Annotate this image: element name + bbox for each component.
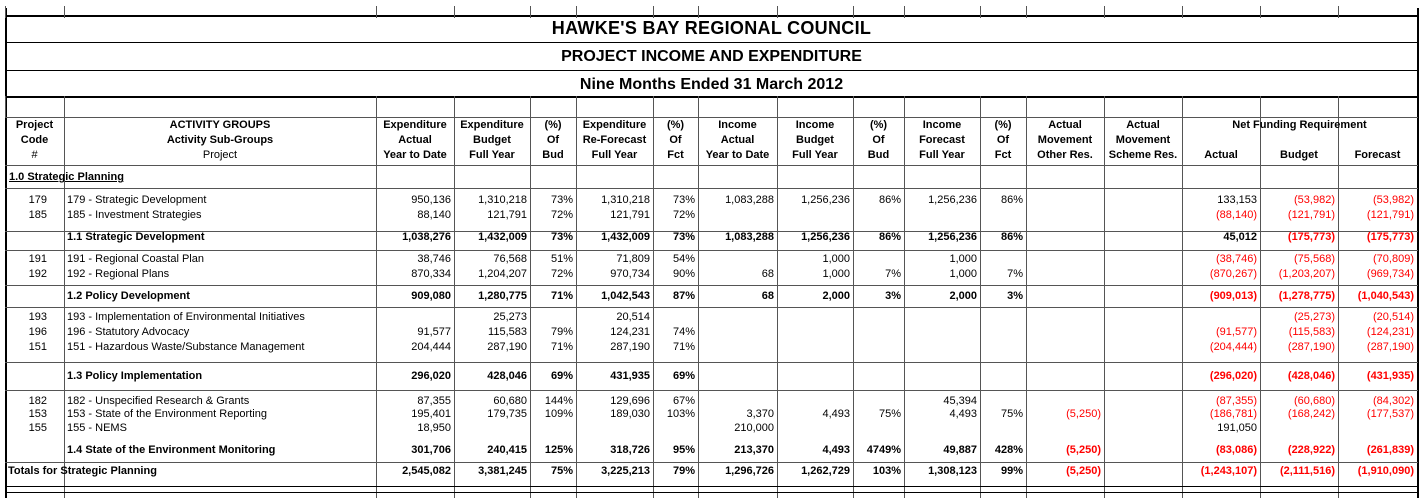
cell-ia: 1,083,288 — [725, 194, 774, 206]
cell-eb: 1,310,218 — [478, 194, 527, 206]
rule — [5, 96, 1418, 98]
cell-p4: 86% — [1000, 194, 1023, 206]
cell-nb: (228,922) — [1287, 444, 1335, 456]
cell-p4: 3% — [1007, 290, 1023, 302]
cell-p2: 73% — [672, 231, 695, 243]
row-divider — [5, 390, 1418, 391]
cell-ib: 1,000 — [822, 253, 850, 265]
header-ia-2: Year to Date — [705, 149, 770, 161]
cell-ia: 1,296,726 — [725, 465, 774, 477]
column-tick — [1260, 6, 1261, 18]
cell-eb: 287,190 — [487, 341, 527, 353]
header-p4-2: Fct — [994, 149, 1012, 161]
table-row — [0, 407, 1422, 422]
cell-ia: 210,000 — [734, 422, 774, 434]
row-divider — [5, 250, 1418, 251]
header-p3-1: Of — [872, 134, 885, 146]
cell-ef: 189,030 — [610, 408, 650, 420]
header-ms-1: Movement — [1115, 134, 1171, 146]
cell-p1: 73% — [550, 194, 573, 206]
column-tick — [1026, 96, 1027, 117]
cell-if: 49,887 — [943, 444, 977, 456]
cell-p1: 69% — [550, 370, 573, 382]
cell-name: 1.2 Policy Development — [67, 290, 190, 302]
cell-code: 193 — [28, 311, 47, 323]
cell-ea: 204,444 — [411, 341, 451, 353]
column-tick — [698, 6, 699, 18]
cell-ea: 87,355 — [417, 395, 451, 407]
cell-nf: (287,190) — [1366, 341, 1414, 353]
cell-p1: 72% — [550, 209, 573, 221]
cell-name: 1.1 Strategic Development — [67, 231, 205, 243]
report-title: HAWKE'S BAY REGIONAL COUNCIL — [551, 18, 872, 38]
cell-p4: 75% — [1000, 408, 1023, 420]
column-tick — [64, 6, 65, 18]
table-row — [0, 252, 1422, 267]
cell-nb: (25,273) — [1294, 311, 1335, 323]
cell-if: 2,000 — [949, 290, 977, 302]
cell-p2: 87% — [672, 290, 695, 302]
cell-p4: 99% — [1000, 465, 1023, 477]
table-row — [0, 310, 1422, 325]
cell-name: 155 - NEMS — [67, 422, 127, 434]
cell-if: 1,256,236 — [928, 231, 977, 243]
cell-ef: 121,791 — [610, 209, 650, 221]
cell-eb: 1,432,009 — [478, 231, 527, 243]
cell-ef: 20,514 — [616, 311, 650, 323]
cell-p2: 71% — [672, 341, 695, 353]
cell-na: 133,153 — [1217, 194, 1257, 206]
cell-ia: 68 — [761, 268, 774, 280]
header-name-1: Activity Sub-Groups — [166, 134, 274, 146]
cell-ea: 91,577 — [417, 326, 451, 338]
cell-if: 1,000 — [949, 253, 977, 265]
cell-p1: 144% — [544, 395, 573, 407]
cell-nb: (2,111,516) — [1279, 465, 1335, 477]
row-divider — [5, 362, 1418, 363]
cell-name: 1.3 Policy Implementation — [67, 370, 203, 382]
cell-na: (296,020) — [1209, 370, 1257, 382]
cell-p2: 54% — [672, 253, 695, 265]
header-p4-0: (%) — [994, 119, 1012, 131]
row-divider — [5, 285, 1418, 286]
header-ef-0: Expenditure — [582, 119, 647, 131]
cell-ia: 1,083,288 — [725, 231, 774, 243]
column-tick — [980, 6, 981, 18]
header-ia-0: Income — [718, 119, 757, 131]
cell-ef: 3,225,213 — [601, 465, 650, 477]
column-tick — [653, 96, 654, 117]
header-if-1: Forecast — [919, 134, 965, 146]
cell-ib: 1,000 — [822, 268, 850, 280]
column-tick — [376, 6, 377, 18]
cell-p1: 79% — [550, 326, 573, 338]
cell-ea: 950,136 — [411, 194, 451, 206]
cell-code: 192 — [28, 268, 47, 280]
report-period: Nine Months Ended 31 March 2012 — [579, 76, 844, 93]
cell-ef: 1,042,543 — [601, 290, 650, 302]
column-tick — [1338, 96, 1339, 117]
section-title: 1.0 Strategic Planning — [9, 171, 124, 183]
header-name-0: ACTIVITY GROUPS — [169, 119, 271, 131]
table-row — [0, 421, 1422, 436]
header-p2-0: (%) — [666, 119, 685, 131]
subtotal-row — [0, 464, 1422, 479]
cell-eb: 76,568 — [493, 253, 527, 265]
cell-nb: (60,680) — [1294, 395, 1335, 407]
cell-nf: (84,302) — [1373, 395, 1414, 407]
header-net-funding: Net Funding Requirement — [1232, 119, 1367, 131]
rule — [5, 42, 1418, 43]
column-tick — [904, 6, 905, 18]
cell-name: 151 - Hazardous Waste/Substance Management — [67, 341, 305, 353]
cell-if: 1,000 — [949, 268, 977, 280]
cell-ea: 88,140 — [417, 209, 451, 221]
header-ea-0: Expenditure — [383, 119, 447, 131]
cell-p1: 51% — [550, 253, 573, 265]
column-tick — [454, 96, 455, 117]
cell-name: 179 - Strategic Development — [67, 194, 207, 206]
header-code-2: # — [31, 149, 38, 161]
row-divider — [5, 188, 1418, 189]
header-ea-1: Actual — [398, 134, 432, 146]
cell-eb: 428,046 — [487, 370, 527, 382]
table-row — [0, 340, 1422, 355]
cell-ef: 318,726 — [610, 444, 650, 456]
cell-ia: 3,370 — [746, 408, 774, 420]
cell-name: 185 - Investment Strategies — [67, 209, 202, 221]
header-eb-1: Budget — [473, 134, 511, 146]
cell-ea: 301,706 — [411, 444, 451, 456]
row-divider — [5, 492, 1418, 493]
cell-p1: 71% — [550, 290, 573, 302]
cell-nb: (168,242) — [1287, 408, 1335, 420]
header-ef-1: Re-Forecast — [582, 134, 647, 146]
cell-ib: 4,493 — [822, 408, 850, 420]
cell-nb: (121,791) — [1287, 209, 1335, 221]
cell-eb: 179,735 — [487, 408, 527, 420]
column-tick — [576, 6, 577, 18]
column-tick — [1026, 6, 1027, 18]
cell-eb: 3,381,245 — [478, 465, 527, 477]
cell-code: 179 — [28, 194, 47, 206]
cell-ef: 1,432,009 — [601, 231, 650, 243]
header-ms-0: Actual — [1126, 119, 1160, 131]
cell-na: (1,243,107) — [1200, 465, 1257, 477]
cell-na: (38,746) — [1216, 253, 1257, 265]
cell-p2: 73% — [672, 194, 695, 206]
cell-p1: 71% — [550, 341, 573, 353]
header-nf: Forecast — [1354, 149, 1401, 161]
cell-p4: 86% — [1000, 231, 1023, 243]
cell-p2: 69% — [672, 370, 695, 382]
subtotal-row — [0, 289, 1422, 304]
header-mo-2: Other Res. — [1037, 149, 1093, 161]
header-ms-2: Scheme Res. — [1108, 149, 1178, 161]
cell-nf: (53,982) — [1373, 194, 1414, 206]
subtotal-row — [0, 369, 1422, 384]
cell-ia: 68 — [761, 290, 774, 302]
column-tick — [576, 96, 577, 117]
cell-na: (204,444) — [1209, 341, 1257, 353]
row-divider — [5, 307, 1418, 308]
header-p1-0: (%) — [544, 119, 562, 131]
cell-code: 185 — [28, 209, 47, 221]
cell-nf: (969,734) — [1366, 268, 1414, 280]
cell-p1: 109% — [544, 408, 573, 420]
cell-p1: 73% — [550, 231, 573, 243]
cell-eb: 121,791 — [487, 209, 527, 221]
cell-name: Totals for Strategic Planning — [8, 465, 157, 477]
cell-nb: (1,278,775) — [1278, 290, 1335, 302]
cell-ea: 870,334 — [411, 268, 451, 280]
header-if-2: Full Year — [919, 149, 965, 161]
header-p1-1: Of — [546, 134, 560, 146]
cell-p4: 7% — [1007, 268, 1023, 280]
column-tick — [1182, 96, 1183, 117]
header-p4-1: Of — [996, 134, 1010, 146]
cell-code: 182 — [28, 395, 47, 407]
header-ib-2: Full Year — [792, 149, 838, 161]
column-tick — [5, 96, 6, 117]
cell-ea: 18,950 — [417, 422, 451, 434]
cell-ib: 1,256,236 — [801, 194, 850, 206]
column-tick — [1182, 6, 1183, 18]
cell-nb: (53,982) — [1294, 194, 1335, 206]
column-tick — [1104, 96, 1105, 117]
cell-p2: 79% — [672, 465, 695, 477]
header-ea-2: Year to Date — [383, 149, 447, 161]
column-tick — [853, 96, 854, 117]
cell-nf: (70,809) — [1373, 253, 1414, 265]
cell-name: 192 - Regional Plans — [67, 268, 170, 280]
cell-na: 45,012 — [1223, 231, 1257, 243]
table-row — [0, 193, 1422, 208]
cell-p2: 103% — [666, 408, 695, 420]
cell-p3: 103% — [872, 465, 901, 477]
header-mo-0: Actual — [1048, 119, 1082, 131]
cell-ib: 4,493 — [822, 444, 850, 456]
cell-nb: (115,583) — [1288, 326, 1335, 338]
cell-ib: 2,000 — [822, 290, 850, 302]
cell-p2: 90% — [672, 268, 695, 280]
cell-nf: (175,773) — [1366, 231, 1414, 243]
cell-nf: (177,537) — [1366, 408, 1414, 420]
cell-eb: 1,280,775 — [478, 290, 527, 302]
cell-eb: 1,204,207 — [478, 268, 527, 280]
cell-nb: (1,203,207) — [1278, 268, 1335, 280]
cell-name: 182 - Unspecified Research & Grants — [67, 395, 250, 407]
cell-nf: (124,231) — [1366, 326, 1414, 338]
cell-nb: (287,190) — [1287, 341, 1335, 353]
cell-mo: (5,250) — [1066, 465, 1101, 477]
column-tick — [454, 6, 455, 18]
cell-nb: (175,773) — [1287, 231, 1335, 243]
column-tick — [980, 96, 981, 117]
cell-eb: 115,583 — [488, 326, 527, 338]
column-tick — [904, 96, 905, 117]
cell-nb: (75,568) — [1294, 253, 1335, 265]
header-p2-1: Of — [669, 134, 682, 146]
header-ib-1: Budget — [796, 134, 834, 146]
header-eb-2: Full Year — [469, 149, 515, 161]
cell-na: (83,086) — [1216, 444, 1257, 456]
cell-if: 1,256,236 — [928, 194, 977, 206]
cell-p3: 4749% — [866, 444, 901, 456]
cell-mo: (5,250) — [1066, 444, 1101, 456]
cell-nf: (1,040,543) — [1357, 290, 1414, 302]
cell-code: 153 — [28, 408, 47, 420]
cell-na: (87,355) — [1216, 395, 1257, 407]
cell-na: (870,267) — [1209, 268, 1257, 280]
column-tick — [1260, 96, 1261, 117]
cell-ef: 71,809 — [616, 253, 650, 265]
column-tick — [777, 96, 778, 117]
column-tick — [777, 6, 778, 18]
column-tick — [530, 96, 531, 117]
cell-name: 153 - State of the Environment Reporting — [67, 408, 267, 420]
cell-ib: 1,262,729 — [801, 465, 850, 477]
table-row — [0, 208, 1422, 223]
column-tick — [64, 96, 65, 117]
column-tick — [1338, 6, 1339, 18]
cell-ef: 287,190 — [610, 341, 650, 353]
cell-nf: (261,839) — [1366, 444, 1414, 456]
cell-ef: 129,696 — [610, 395, 650, 407]
cell-na: (909,013) — [1209, 290, 1257, 302]
column-tick — [853, 6, 854, 18]
subtotal-row — [0, 443, 1422, 458]
cell-na: (186,781) — [1209, 408, 1257, 420]
header-name-2: Project — [202, 149, 238, 161]
header-code-1: Code — [20, 134, 49, 146]
cell-p4: 428% — [994, 444, 1023, 456]
row-divider — [5, 165, 1418, 166]
table-row — [0, 267, 1422, 282]
cell-p3: 75% — [878, 408, 901, 420]
cell-p2: 74% — [672, 326, 695, 338]
header-p1-2: Bud — [542, 149, 564, 161]
table-row — [0, 325, 1422, 340]
cell-code: 196 — [28, 326, 47, 338]
rule — [5, 70, 1418, 71]
cell-p1: 72% — [550, 268, 573, 280]
cell-name: 191 - Regional Coastal Plan — [67, 253, 204, 265]
row-divider — [5, 462, 1418, 463]
cell-nf: (431,935) — [1366, 370, 1414, 382]
cell-if: 4,493 — [949, 408, 977, 420]
report-subtitle: PROJECT INCOME AND EXPENDITURE — [561, 48, 862, 65]
header-code-0: Project — [15, 119, 54, 131]
header-if-0: Income — [922, 119, 962, 131]
cell-na: (88,140) — [1216, 209, 1257, 221]
cell-nf: (20,514) — [1373, 311, 1414, 323]
cell-ea: 909,080 — [411, 290, 451, 302]
subtotal-row — [0, 230, 1422, 245]
header-na: Actual — [1204, 149, 1238, 161]
cell-nb: (428,046) — [1287, 370, 1335, 382]
cell-code: 151 — [28, 341, 47, 353]
column-tick — [1104, 6, 1105, 18]
cell-p3: 86% — [878, 194, 901, 206]
cell-ef: 970,734 — [610, 268, 650, 280]
cell-nf: (121,791) — [1366, 209, 1414, 221]
cell-p2: 95% — [672, 444, 695, 456]
cell-na: 191,050 — [1217, 422, 1257, 434]
cell-p3: 3% — [885, 290, 901, 302]
cell-ea: 195,401 — [411, 408, 451, 420]
rule — [5, 15, 1418, 17]
header-nb: Budget — [1280, 149, 1318, 161]
cell-nf: (1,910,090) — [1357, 465, 1414, 477]
column-tick — [698, 96, 699, 117]
cell-name: 196 - Statutory Advocacy — [67, 326, 190, 338]
cell-ef: 1,310,218 — [601, 194, 650, 206]
cell-eb: 60,680 — [493, 395, 527, 407]
cell-if: 1,308,123 — [928, 465, 977, 477]
cell-p1: 125% — [544, 444, 573, 456]
header-p2-2: Fct — [667, 149, 684, 161]
cell-na: (91,577) — [1216, 326, 1257, 338]
column-tick — [530, 6, 531, 18]
header-ib-0: Income — [795, 119, 835, 131]
header-ef-2: Full Year — [591, 149, 638, 161]
cell-p1: 75% — [550, 465, 573, 477]
cell-eb: 25,273 — [493, 311, 527, 323]
cell-name: 193 - Implementation of Environmental Initiatives — [67, 311, 305, 323]
cell-mo: (5,250) — [1066, 408, 1101, 420]
row-divider — [5, 486, 1418, 487]
cell-ea: 38,746 — [417, 253, 451, 265]
cell-ea: 2,545,082 — [402, 465, 451, 477]
column-tick — [653, 6, 654, 18]
cell-p2: 72% — [672, 209, 695, 221]
cell-eb: 240,415 — [487, 444, 527, 456]
cell-ef: 431,935 — [610, 370, 650, 382]
cell-p3: 86% — [878, 231, 901, 243]
cell-code: 155 — [28, 422, 47, 434]
header-p3-2: Bud — [867, 149, 890, 161]
header-mo-1: Movement — [1037, 134, 1093, 146]
cell-if: 45,394 — [943, 395, 977, 407]
cell-p3: 7% — [885, 268, 901, 280]
cell-name: 1.4 State of the Environment Monitoring — [67, 444, 276, 456]
cell-ea: 1,038,276 — [402, 231, 451, 243]
cell-ef: 124,231 — [610, 326, 650, 338]
cell-ia: 213,370 — [734, 444, 774, 456]
column-tick — [5, 6, 6, 18]
column-tick — [376, 96, 377, 117]
cell-ea: 296,020 — [411, 370, 451, 382]
header-ia-1: Actual — [720, 134, 755, 146]
cell-p2: 67% — [672, 395, 695, 407]
cell-ib: 1,256,236 — [801, 231, 850, 243]
header-eb-0: Expenditure — [460, 119, 524, 131]
header-p3-0: (%) — [869, 119, 888, 131]
cell-code: 191 — [28, 253, 47, 265]
